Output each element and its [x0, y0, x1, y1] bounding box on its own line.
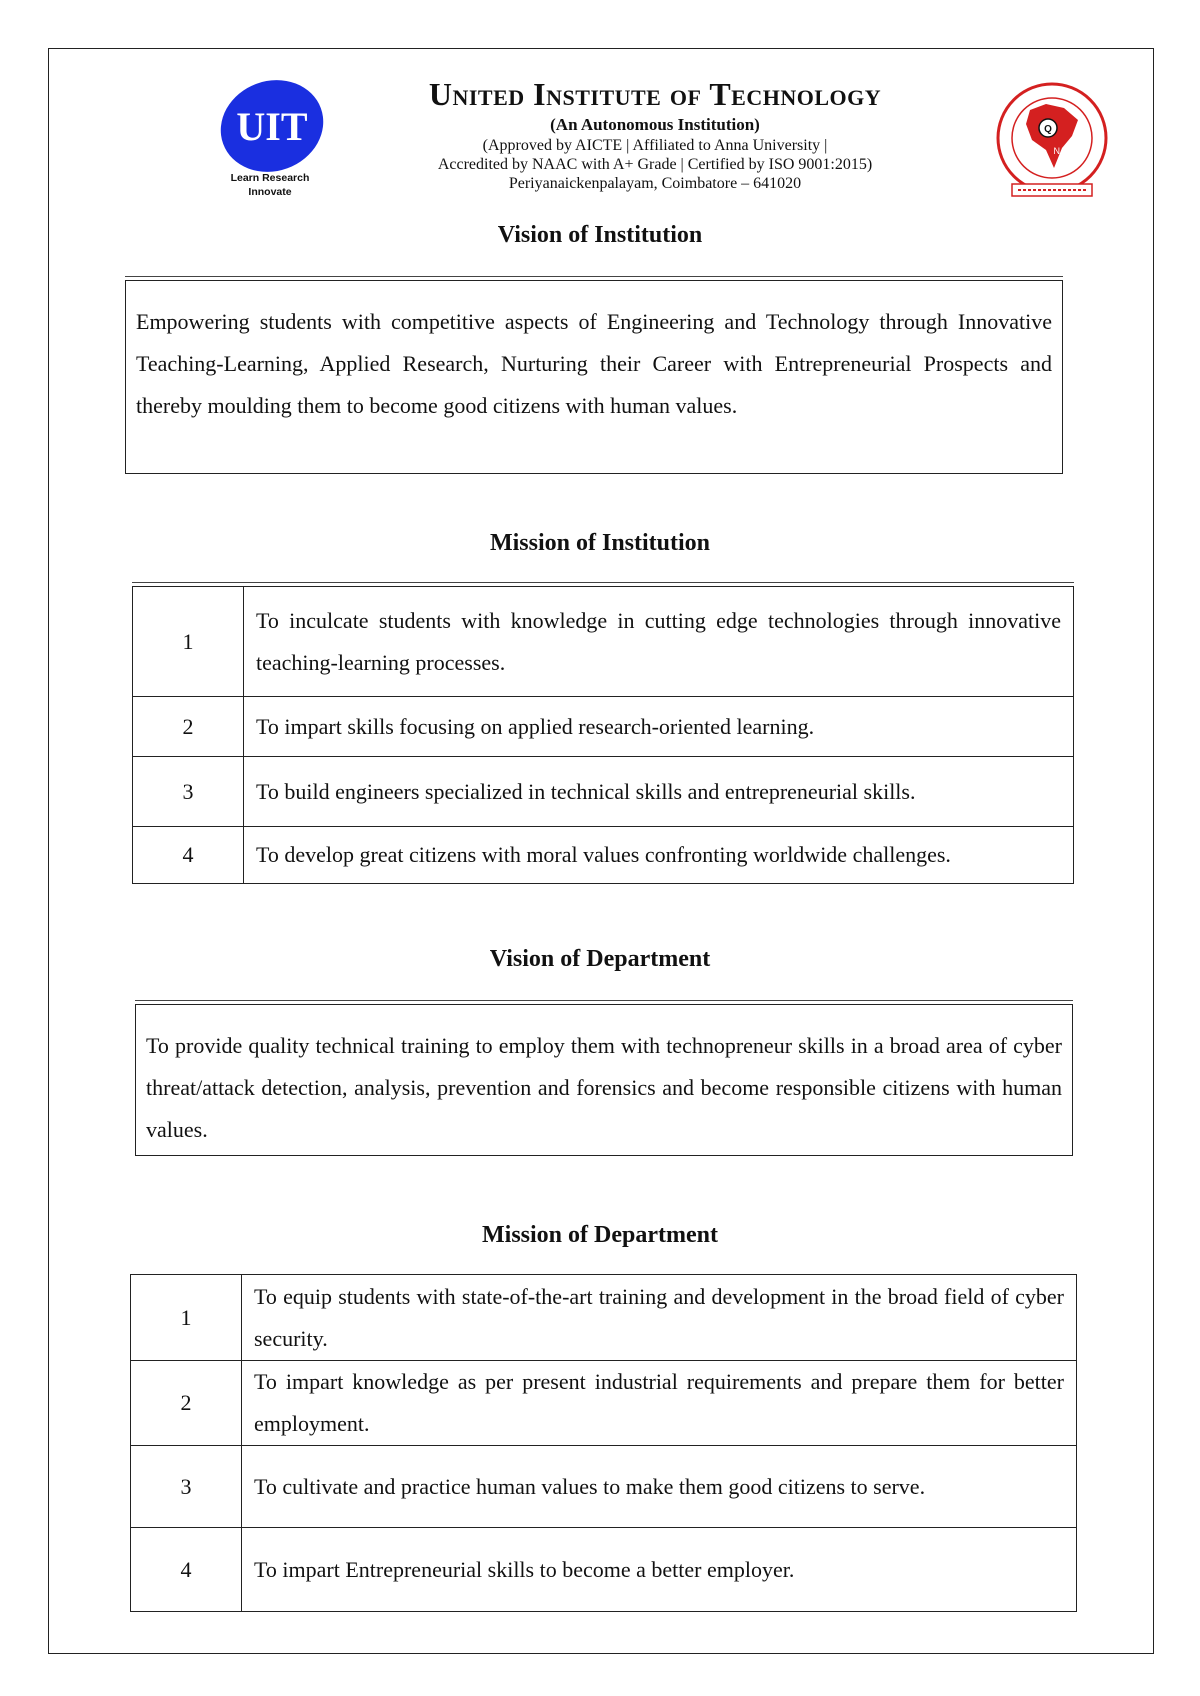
row-number: 3 — [133, 757, 244, 827]
mission-institution-table — [132, 586, 1074, 884]
vision-institution-title: Vision of Institution — [497, 222, 703, 248]
row-text: To inculcate students with knowledge in cutting edge technologies through innovative teaching-learning processes. — [244, 587, 1074, 697]
uit-logo-caption-2: Innovate — [248, 186, 292, 198]
mission-department-table — [130, 1274, 1077, 1612]
row-number: 2 — [133, 697, 244, 757]
naac-seal — [986, 80, 1118, 204]
table-top-rule — [132, 582, 1074, 583]
row-text: To build engineers specialized in technical skills and entrepreneurial skills. — [244, 757, 1074, 827]
institution-autonomous: (An Autonomous Institution) — [550, 115, 760, 134]
mission-institution-title: Mission of Institution — [489, 530, 711, 556]
row-number: 1 — [131, 1275, 242, 1361]
table-row — [133, 757, 1074, 827]
vision-institution-box — [125, 280, 1063, 474]
row-number: 1 — [133, 587, 244, 697]
row-number: 4 — [133, 827, 244, 884]
mission-department-title: Mission of Department — [482, 1222, 718, 1248]
table-row — [131, 1275, 1077, 1361]
row-text: To impart knowledge as per present industrial requirements and prepare them for better employment. — [242, 1361, 1077, 1446]
naac-seal-text: NAAC — [1053, 146, 1079, 156]
institution-approval: (Approved by AICTE | Affiliated to Anna University | — [482, 137, 828, 154]
uit-logo-caption-1: Learn Research — [230, 172, 310, 184]
row-number: 4 — [131, 1528, 242, 1612]
vision-department-title: Vision of Department — [489, 946, 711, 972]
institution-address: Periyanaickenpalayam, Coimbatore – 641020 — [508, 175, 802, 192]
row-number: 3 — [131, 1446, 242, 1528]
table-row — [131, 1361, 1077, 1446]
vision-department-text: To provide quality technical training to employ them with technopreneur skills in a broad area of cyber threat/attack detection, analysis, prevention and forensics and become responsible citizens with human values. — [146, 1033, 1062, 1142]
institution-header — [340, 74, 970, 193]
vision-department-box — [135, 1004, 1073, 1156]
row-text: To impart Entrepreneurial skills to become a better employer. — [242, 1528, 1077, 1612]
row-text: To develop great citizens with moral values confronting worldwide challenges. — [244, 827, 1074, 884]
table-row — [131, 1446, 1077, 1528]
uit-logo — [216, 78, 328, 198]
table-row — [131, 1528, 1077, 1612]
row-text: To equip students with state-of-the-art training and development in the broad field of cyber security. — [242, 1275, 1077, 1361]
uit-logo-text: UIT — [236, 104, 308, 149]
vision-institution-text: Empowering students with competitive aspects of Engineering and Technology through Innovative Teaching-Learning, Applied Research, Nurturing their Career with Entrepreneurial Prospects and thereby moulding them to become good citizens with human values. — [136, 309, 1052, 418]
institution-accreditation: Accredited by NAAC with A+ Grade | Certified by ISO 9001:2015) — [437, 156, 873, 173]
svg-text:Q: Q — [1044, 124, 1052, 135]
table-row — [133, 587, 1074, 697]
table-row — [133, 697, 1074, 757]
row-text: To cultivate and practice human values to make them good citizens to serve. — [242, 1446, 1077, 1528]
institution-name: United Institute of Technology — [428, 76, 882, 112]
row-number: 2 — [131, 1361, 242, 1446]
row-text: To impart skills focusing on applied research-oriented learning. — [244, 697, 1074, 757]
table-row — [133, 827, 1074, 884]
